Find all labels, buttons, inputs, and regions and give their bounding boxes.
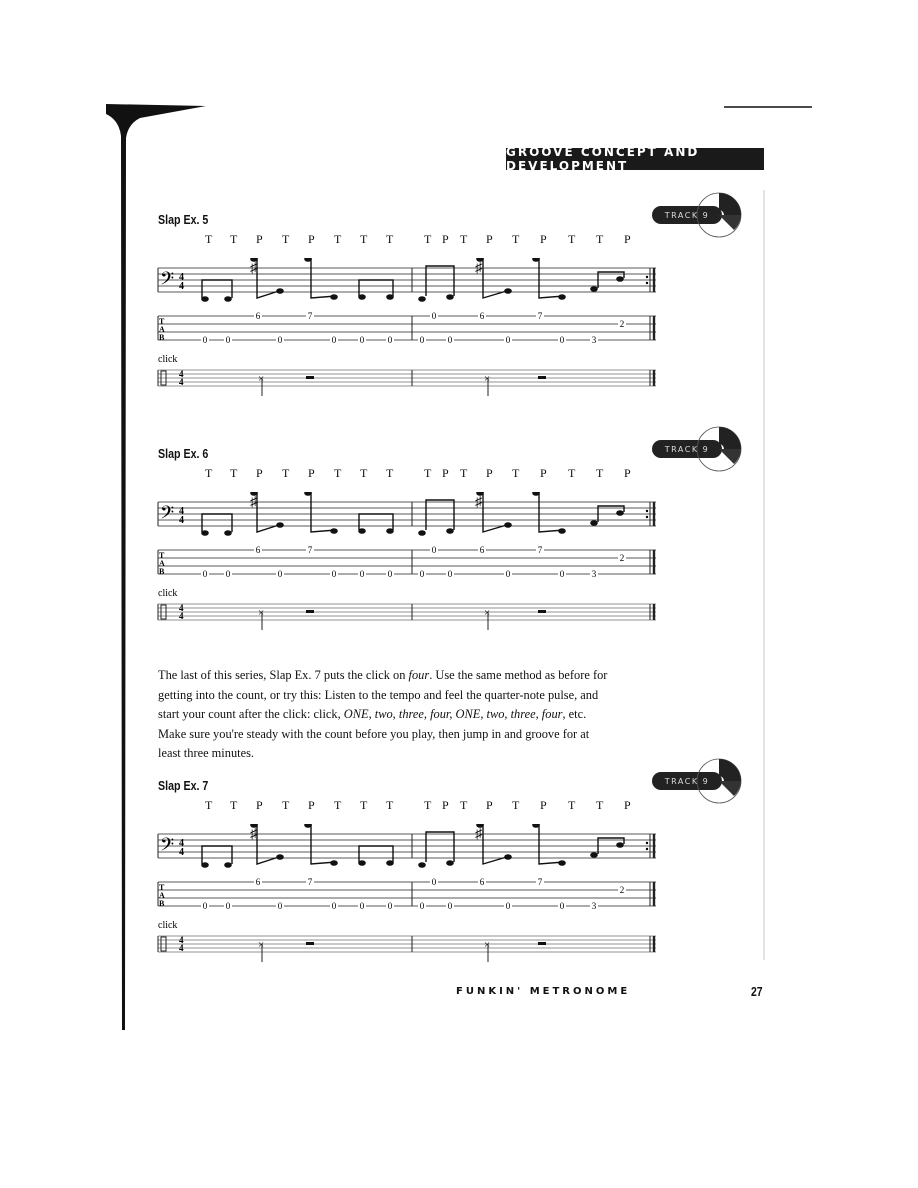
technique-letter: P	[256, 466, 263, 480]
svg-text:0: 0	[431, 311, 437, 321]
svg-text:0: 0	[419, 335, 425, 345]
technique-letter: T	[334, 798, 342, 812]
svg-text:0: 0	[505, 569, 511, 579]
svg-text:0: 0	[359, 335, 365, 345]
example-title: Slap Ex. 6	[158, 446, 209, 461]
technique-letter: P	[442, 798, 449, 812]
svg-text:0: 0	[419, 569, 425, 579]
svg-text:0: 0	[331, 569, 337, 579]
technique-row	[0, 232, 918, 248]
technique-row	[0, 798, 918, 814]
svg-text:3: 3	[591, 335, 597, 345]
svg-text:♯: ♯	[475, 827, 482, 842]
svg-text:T: T	[159, 551, 165, 560]
technique-row	[0, 466, 918, 482]
svg-text:4: 4	[179, 611, 184, 621]
svg-text:A: A	[159, 559, 165, 568]
svg-text:3: 3	[591, 569, 597, 579]
technique-letter: P	[308, 466, 315, 480]
svg-text:7: 7	[307, 311, 313, 321]
body-paragraph	[158, 666, 610, 764]
svg-text:×: ×	[258, 939, 265, 951]
svg-text:4: 4	[179, 377, 184, 387]
svg-text:6: 6	[479, 545, 485, 555]
technique-letter: P	[442, 232, 449, 246]
svg-text:♯: ♯	[250, 261, 257, 276]
technique-letter: T	[360, 466, 368, 480]
technique-letter: T	[230, 798, 238, 812]
technique-letter: T	[568, 798, 576, 812]
svg-text:4: 4	[179, 281, 184, 292]
svg-text:6: 6	[255, 311, 261, 321]
technique-letter: P	[308, 232, 315, 246]
svg-text:♯: ♯	[250, 827, 257, 842]
technique-letter: T	[568, 466, 576, 480]
technique-letter: T	[386, 466, 394, 480]
svg-text:6: 6	[479, 877, 485, 887]
svg-text:6: 6	[479, 311, 485, 321]
track-badge: TRACK 9	[652, 206, 722, 224]
bass-clef-icon: 𝄢	[160, 268, 175, 293]
body-text-emphasis: ONE, two, three, four, ONE, two, three, four	[343, 707, 563, 721]
svg-text:♯: ♯	[475, 495, 482, 510]
technique-letter: T	[460, 466, 468, 480]
svg-text:4: 4	[179, 272, 184, 283]
svg-text:T: T	[159, 883, 165, 892]
svg-text:0: 0	[387, 901, 393, 911]
svg-text:0: 0	[277, 569, 283, 579]
svg-text:0: 0	[447, 901, 453, 911]
svg-text:3: 3	[591, 901, 597, 911]
notation-system	[150, 492, 670, 642]
svg-text:×: ×	[258, 607, 265, 619]
svg-text:T: T	[159, 317, 165, 326]
technique-letter: T	[386, 798, 394, 812]
svg-text:0: 0	[559, 335, 565, 345]
technique-letter: P	[624, 232, 631, 246]
technique-letter: T	[460, 798, 468, 812]
technique-letter: T	[282, 798, 290, 812]
section-header: GROOVE CONCEPT AND DEVELOPMENT	[506, 148, 764, 170]
technique-letter: P	[442, 466, 449, 480]
svg-text:click: click	[158, 588, 178, 599]
technique-letter: T	[282, 466, 290, 480]
technique-letter: T	[512, 466, 520, 480]
body-text-part: The last of this series, Slap Ex. 7 puts the click on	[158, 668, 409, 682]
svg-text:2: 2	[619, 885, 625, 895]
svg-text:4: 4	[179, 506, 184, 517]
track-badge: TRACK 9	[652, 440, 722, 458]
svg-text:2: 2	[619, 553, 625, 563]
svg-text:4: 4	[179, 847, 184, 858]
svg-text:7: 7	[537, 877, 543, 887]
technique-letter: P	[308, 798, 315, 812]
svg-text:0: 0	[359, 569, 365, 579]
svg-text:0: 0	[225, 569, 231, 579]
technique-letter: T	[596, 466, 604, 480]
svg-text:4: 4	[179, 515, 184, 526]
svg-text:4: 4	[179, 603, 184, 613]
footer-book-title: FUNKIN' METRONOME	[456, 986, 631, 997]
technique-letter: T	[205, 232, 213, 246]
svg-text:0: 0	[202, 901, 208, 911]
technique-letter: T	[424, 466, 432, 480]
svg-text:×: ×	[484, 939, 491, 951]
svg-text:0: 0	[359, 901, 365, 911]
svg-text:0: 0	[447, 569, 453, 579]
svg-text:0: 0	[225, 335, 231, 345]
svg-text:6: 6	[255, 545, 261, 555]
svg-text:7: 7	[537, 545, 543, 555]
svg-text:0: 0	[431, 877, 437, 887]
svg-text:0: 0	[419, 901, 425, 911]
svg-text:×: ×	[484, 373, 491, 385]
technique-letter: T	[360, 798, 368, 812]
technique-letter: P	[256, 798, 263, 812]
svg-text:♯: ♯	[475, 261, 482, 276]
technique-letter: P	[540, 232, 547, 246]
svg-text:0: 0	[505, 901, 511, 911]
technique-letter: P	[624, 798, 631, 812]
svg-text:0: 0	[387, 335, 393, 345]
svg-text:0: 0	[505, 335, 511, 345]
notation-system	[150, 258, 670, 408]
svg-text:A: A	[159, 325, 165, 334]
technique-letter: T	[424, 232, 432, 246]
technique-letter: T	[360, 232, 368, 246]
svg-text:0: 0	[225, 901, 231, 911]
technique-letter: P	[486, 232, 493, 246]
svg-text:4: 4	[179, 838, 184, 849]
technique-letter: T	[424, 798, 432, 812]
technique-letter: P	[486, 798, 493, 812]
svg-text:0: 0	[277, 335, 283, 345]
svg-text:♯: ♯	[250, 495, 257, 510]
technique-letter: T	[512, 232, 520, 246]
svg-text:A: A	[159, 891, 165, 900]
technique-letter: T	[334, 466, 342, 480]
body-text-emphasis: four	[408, 668, 430, 682]
technique-letter: T	[596, 798, 604, 812]
svg-text:0: 0	[447, 335, 453, 345]
technique-letter: T	[568, 232, 576, 246]
svg-text:7: 7	[307, 877, 313, 887]
bass-clef-icon: 𝄢	[160, 834, 175, 859]
svg-text:0: 0	[559, 901, 565, 911]
technique-letter: P	[540, 798, 547, 812]
technique-letter: T	[205, 798, 213, 812]
svg-text:4: 4	[179, 935, 184, 945]
technique-letter: T	[230, 466, 238, 480]
technique-letter: T	[386, 232, 394, 246]
technique-letter: T	[282, 232, 290, 246]
technique-letter: T	[460, 232, 468, 246]
svg-text:0: 0	[431, 545, 437, 555]
svg-text:4: 4	[179, 943, 184, 953]
technique-letter: T	[230, 232, 238, 246]
svg-text:click: click	[158, 354, 178, 365]
technique-letter: T	[596, 232, 604, 246]
svg-text:4: 4	[179, 369, 184, 379]
svg-text:×: ×	[258, 373, 265, 385]
svg-text:×: ×	[484, 607, 491, 619]
svg-text:click: click	[158, 920, 178, 931]
technique-letter: T	[334, 232, 342, 246]
svg-text:6: 6	[255, 877, 261, 887]
svg-text:B: B	[159, 333, 165, 342]
svg-text:7: 7	[307, 545, 313, 555]
svg-text:0: 0	[202, 569, 208, 579]
technique-letter: P	[256, 232, 263, 246]
technique-letter: P	[540, 466, 547, 480]
example-title: Slap Ex. 7	[158, 778, 209, 793]
svg-text:0: 0	[387, 569, 393, 579]
svg-text:0: 0	[331, 901, 337, 911]
notation-system	[150, 824, 670, 974]
technique-letter: P	[486, 466, 493, 480]
body-text-part: . Use the same method as before for getting into the count, or try this: Listen to the tempo and feel the quarter-note pulse, and start your count after the click: click,	[158, 668, 608, 721]
technique-letter: T	[512, 798, 520, 812]
svg-text:0: 0	[202, 335, 208, 345]
track-badge: TRACK 9	[652, 772, 722, 790]
svg-text:B: B	[159, 899, 165, 908]
page-number: 27	[751, 984, 763, 999]
svg-text:0: 0	[559, 569, 565, 579]
svg-text:0: 0	[277, 901, 283, 911]
svg-text:7: 7	[537, 311, 543, 321]
example-title: Slap Ex. 5	[158, 212, 209, 227]
technique-letter: P	[624, 466, 631, 480]
svg-text:0: 0	[331, 335, 337, 345]
bass-clef-icon: 𝄢	[160, 502, 175, 527]
technique-letter: T	[205, 466, 213, 480]
svg-text:B: B	[159, 567, 165, 576]
svg-text:2: 2	[619, 319, 625, 329]
body-text-part: , etc. Make sure you're steady with the count before you play, then jump in and groove for at least three minutes.	[158, 707, 590, 760]
